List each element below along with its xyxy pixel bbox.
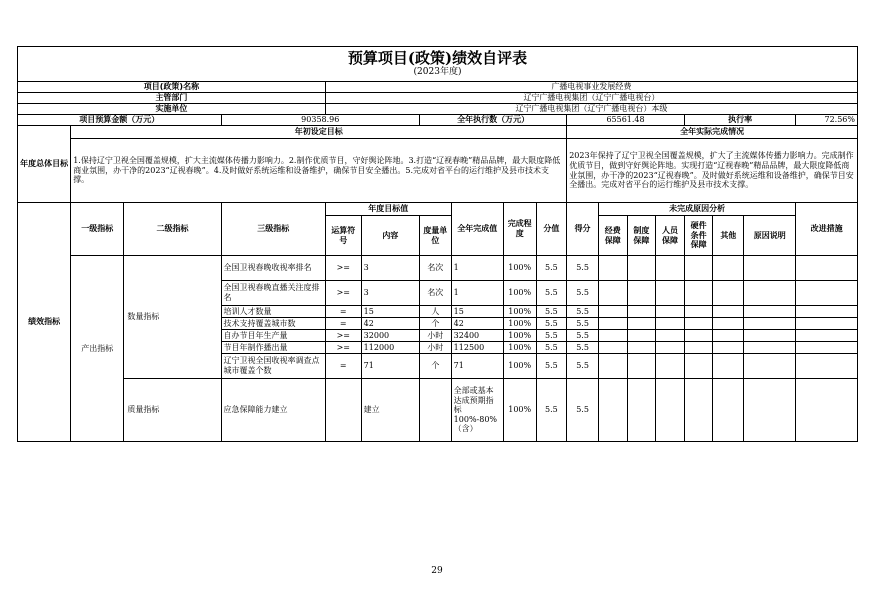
hdr-degree: 完成程度 — [503, 203, 536, 256]
empty-cell — [598, 379, 627, 442]
target-content: 42 — [361, 318, 419, 330]
indicator-name: 节目年制作播出量 — [221, 342, 325, 354]
degree: 100% — [503, 330, 536, 342]
empty-cell — [713, 306, 744, 318]
empty-cell — [796, 354, 858, 379]
score-value: 5.5 — [536, 354, 567, 379]
empty-cell — [598, 318, 627, 330]
empty-cell — [796, 306, 858, 318]
page-number: 29 — [431, 566, 443, 576]
unit: 名次 — [419, 281, 451, 306]
rate-label: 执行率 — [684, 115, 795, 126]
empty-cell — [796, 330, 858, 342]
empty-cell — [656, 281, 685, 306]
empty-cell — [744, 330, 796, 342]
hdr-score: 得分 — [567, 203, 599, 256]
indicator-name: 全国卫视春晚收视率排名 — [221, 256, 325, 281]
operator: = — [325, 318, 361, 330]
hdr-annual-target: 年度目标值 — [325, 203, 451, 216]
empty-cell — [598, 256, 627, 281]
score-value: 5.5 — [536, 306, 567, 318]
target-content: 32000 — [361, 330, 419, 342]
empty-cell — [713, 342, 744, 354]
empty-cell — [796, 256, 858, 281]
empty-cell — [627, 281, 656, 306]
empty-cell — [598, 306, 627, 318]
unit: 辽宁广播电视集团（辽宁广播电视台）本级 — [325, 104, 857, 115]
empty-cell — [627, 379, 656, 442]
score: 5.5 — [567, 342, 599, 354]
empty-cell — [684, 379, 713, 442]
degree: 100% — [503, 318, 536, 330]
indicator-name: 培训人才数量 — [221, 306, 325, 318]
executed-label: 全年执行数（万元） — [419, 115, 566, 126]
budget-label: 项目预算金额（万元） — [18, 115, 222, 126]
unit — [419, 379, 451, 442]
empty-cell — [796, 379, 858, 442]
operator: >= — [325, 281, 361, 306]
indicator-name: 全国卫视春晚直播关注度排名 — [221, 281, 325, 306]
operator: >= — [325, 330, 361, 342]
score-value: 5.5 — [536, 342, 567, 354]
hdr-operator: 运算符号 — [325, 216, 361, 256]
project-name: 广播电视事业发展经费 — [325, 82, 857, 93]
empty-cell — [627, 342, 656, 354]
score: 5.5 — [567, 256, 599, 281]
target-content: 112000 — [361, 342, 419, 354]
operator: >= — [325, 342, 361, 354]
empty-cell — [627, 354, 656, 379]
empty-cell — [684, 354, 713, 379]
score: 5.5 — [567, 330, 599, 342]
unit: 个 — [419, 318, 451, 330]
empty-cell — [598, 342, 627, 354]
empty-cell — [796, 281, 858, 306]
goals-initial-text: 1.保持辽宁卫视全国覆盖规模，扩大主流媒体传播力影响力。2.制作优质节目，守好舆论阵地。3.打造“辽视春晚”精品品牌，最大限度降低商业氛围，办干净的2023“辽视春晚”。4.及时做好系统运维和设备维护，确保节目安全播出。5.完成对省平台的运行维护及县市技术支撑。 — [71, 139, 567, 203]
hdr-level1: 一级指标 — [71, 203, 124, 256]
score-value: 5.5 — [536, 281, 567, 306]
operator — [325, 379, 361, 442]
empty-cell — [627, 256, 656, 281]
unit: 个 — [419, 354, 451, 379]
self-evaluation-table — [17, 46, 858, 442]
degree: 100% — [503, 281, 536, 306]
rate-value: 72.56% — [796, 115, 858, 126]
unit-label: 实施单位 — [18, 104, 326, 115]
unit: 小时 — [419, 330, 451, 342]
hdr-score-value: 分值 — [536, 203, 567, 256]
score-value: 5.5 — [536, 256, 567, 281]
hdr-hardware: 硬件条件保障 — [684, 216, 713, 256]
empty-cell — [656, 318, 685, 330]
empty-cell — [684, 306, 713, 318]
empty-cell — [656, 379, 685, 442]
title-cell — [18, 47, 858, 82]
score: 5.5 — [567, 281, 599, 306]
project-name-label: 项目(政策)名称 — [18, 82, 326, 93]
degree: 100% — [503, 306, 536, 318]
empty-cell — [684, 256, 713, 281]
empty-cell — [656, 256, 685, 281]
hdr-reason: 原因说明 — [744, 216, 796, 256]
actual-value: 全部或基本达成预期指标100%-80%（含） — [451, 379, 503, 442]
score: 5.5 — [567, 306, 599, 318]
goals-section-label: 年度总体目标 — [18, 126, 71, 203]
empty-cell — [744, 342, 796, 354]
empty-cell — [744, 379, 796, 442]
goals-initial-header: 年初设定目标 — [71, 126, 567, 139]
empty-cell — [598, 281, 627, 306]
hdr-actual: 全年完成值 — [451, 203, 503, 256]
actual-value: 42 — [451, 318, 503, 330]
score: 5.5 — [567, 354, 599, 379]
target-content: 3 — [361, 281, 419, 306]
unit: 名次 — [419, 256, 451, 281]
target-content: 3 — [361, 256, 419, 281]
operator: = — [325, 354, 361, 379]
unit: 小时 — [419, 342, 451, 354]
actual-value: 71 — [451, 354, 503, 379]
hdr-improve: 改进措施 — [796, 203, 858, 256]
empty-cell — [684, 330, 713, 342]
dept-label: 主管部门 — [18, 93, 326, 104]
target-content: 15 — [361, 306, 419, 318]
empty-cell — [744, 318, 796, 330]
empty-cell — [684, 318, 713, 330]
operator: >= — [325, 256, 361, 281]
level2-quantity: 数量指标 — [124, 256, 221, 379]
empty-cell — [627, 330, 656, 342]
target-content: 建立 — [361, 379, 419, 442]
hdr-level2: 二级指标 — [124, 203, 221, 256]
empty-cell — [796, 318, 858, 330]
dept: 辽宁广播电视集团（辽宁广播电视台） — [325, 93, 857, 104]
empty-cell — [713, 318, 744, 330]
score: 5.5 — [567, 318, 599, 330]
hdr-staff: 人员保障 — [656, 216, 685, 256]
empty-cell — [656, 354, 685, 379]
empty-cell — [684, 342, 713, 354]
table-row — [18, 379, 858, 442]
actual-value: 1 — [451, 256, 503, 281]
indicator-name: 辽宁卫视全国收视率调查点城市覆盖个数 — [221, 354, 325, 379]
empty-cell — [744, 281, 796, 306]
empty-cell — [656, 342, 685, 354]
score-value: 5.5 — [536, 330, 567, 342]
degree: 100% — [503, 379, 536, 442]
empty-cell — [713, 256, 744, 281]
degree: 100% — [503, 256, 536, 281]
actual-value: 15 — [451, 306, 503, 318]
perf-section-label: 绩效指标 — [18, 203, 71, 442]
target-content: 71 — [361, 354, 419, 379]
hdr-funding: 经费保障 — [598, 216, 627, 256]
budget-value: 90358.96 — [221, 115, 419, 126]
hdr-unfinished: 未完成原因分析 — [598, 203, 795, 216]
empty-cell — [598, 354, 627, 379]
actual-value: 32400 — [451, 330, 503, 342]
empty-cell — [744, 354, 796, 379]
unit: 人 — [419, 306, 451, 318]
hdr-content: 内容 — [361, 216, 419, 256]
empty-cell — [796, 342, 858, 354]
hdr-level3: 三级指标 — [221, 203, 325, 256]
hdr-unit: 度量单位 — [419, 216, 451, 256]
empty-cell — [713, 330, 744, 342]
empty-cell — [656, 306, 685, 318]
score: 5.5 — [567, 379, 599, 442]
score-value: 5.5 — [536, 379, 567, 442]
empty-cell — [656, 330, 685, 342]
operator: = — [325, 306, 361, 318]
actual-value: 1 — [451, 281, 503, 306]
doc-title: 预算项目(政策)绩效自评表 — [347, 49, 528, 68]
actual-value: 112500 — [451, 342, 503, 354]
empty-cell — [713, 354, 744, 379]
score-value: 5.5 — [536, 318, 567, 330]
empty-cell — [744, 256, 796, 281]
empty-cell — [627, 306, 656, 318]
hdr-other: 其他 — [713, 216, 744, 256]
hdr-system: 制度保障 — [627, 216, 656, 256]
degree: 100% — [503, 354, 536, 379]
indicator-name: 技术支持覆盖城市数 — [221, 318, 325, 330]
table-row — [18, 256, 858, 281]
empty-cell — [684, 281, 713, 306]
empty-cell — [627, 318, 656, 330]
degree: 100% — [503, 342, 536, 354]
empty-cell — [713, 379, 744, 442]
doc-year: (2023年度) — [413, 66, 462, 77]
level2-quality: 质量指标 — [124, 379, 221, 442]
indicator-name: 应急保障能力建立 — [221, 379, 325, 442]
executed-value: 65561.48 — [567, 115, 685, 126]
empty-cell — [744, 306, 796, 318]
goals-actual-text: 2023年保持了辽宁卫视全国覆盖规模，扩大了主流媒体传播力影响力。完成制作优质节目，做到守好舆论阵地。实现打造“辽视春晚”精品品牌，最大限度降低商业氛围，办干净的2023“辽视春晚”。及时做好系统运维和设备维护，确保节目安全播出。完成对省平台的运行维护及县市技术支撑。 — [567, 139, 858, 203]
empty-cell — [598, 330, 627, 342]
indicator-name: 自办节目年生产量 — [221, 330, 325, 342]
empty-cell — [713, 281, 744, 306]
goals-actual-header: 全年实际完成情况 — [567, 126, 858, 139]
level1-output: 产出指标 — [71, 256, 124, 442]
